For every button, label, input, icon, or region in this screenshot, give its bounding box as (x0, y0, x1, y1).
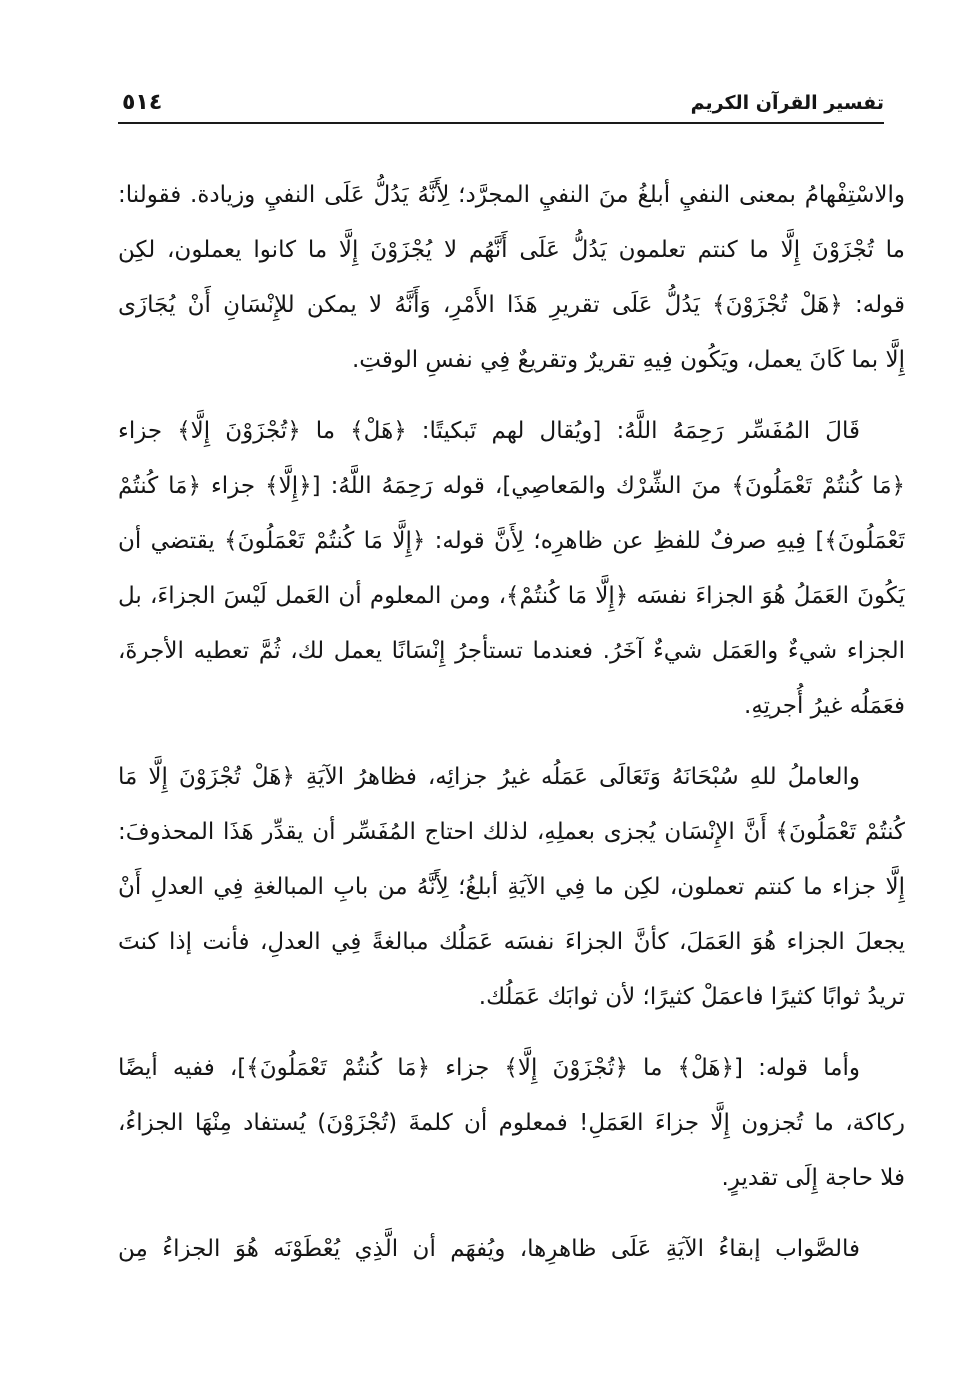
page-header (118, 88, 884, 122)
paragraph (118, 1041, 905, 1206)
text-line: يَكُونَ العَمَلُ هُوَ الجزاءَ نفسَه ﴿إِلَّا مَا كُنتُمْ﴾، ومن المعلوم أن العَمل لَيْسَ الجزاءَ، بل (118, 583, 905, 609)
text-line: إِلَّا جزاء ما كنتم تعملون، لكِن ما فِي الآيَةِ أبلغُ؛ لِأَنَّهُ من بابِ المبالغةِ فِي العدلِ أَنْ (118, 874, 905, 900)
text-line: فعَمَلُه غيرُ أُجرتِهِ. (744, 693, 905, 719)
paragraph (118, 1222, 905, 1277)
book-title: تفسير القرآن الكريم (690, 92, 884, 114)
text-line: والعاملُ للهِ سُبْحَانَهُ وَتَعَالَى عَمَلُه غيرُ جزائِه، فظاهرُ الآيَةِ ﴿هَلْ تُجْزَوْنَ إِلَّا مَا (118, 764, 860, 790)
text-line: قوله: ﴿هَلْ تُجْزَوْنَ﴾ يَدُلُّ عَلَى تقريرِ هَذَا الأَمْرِ، وَأَنَّهُ لا يمكن للإِنْسَانِ أَنْ يُجَازَى (118, 292, 905, 318)
paragraph (118, 168, 905, 388)
text-line: إِلَّا بما كَانَ يعمل، ويَكُون فِيهِ تقريرٌ وتقريعٌ فِي نفسِ الوقتِ. (351, 347, 905, 373)
header-rule (118, 122, 884, 124)
text-line: تريدُ ثوابًا كثيرًا فاعمَلْ كثيرًا؛ لأن ثوابَك عَمَلُك. (478, 984, 905, 1010)
text-line: ﴿مَا كُنتُمْ تَعْمَلُونَ﴾ منَ الشِّرْك والمَعاصِي]، قوله رَحِمَهُ اللَّهُ: [﴿إِلَّا﴾ جزاء ﴿مَا كُنتُمْ (118, 473, 905, 499)
page-number: ٥١٤ (122, 90, 163, 115)
text-line: فالصَّواب إبقاءُ الآيَةِ عَلَى ظاهرِها، ويُفهَم أن الَّذِي يُعْطَوْنَه هُوَ الجزاءُ مِن (118, 1236, 860, 1262)
text-line: والاسْتِفْهامُ بمعنى النفيِ أبلغُ منَ النفيِ المجرَّد؛ لِأَنَّهُ يَدُلُّ عَلَى النفيِ وزيادة. فقولنا: (118, 182, 905, 208)
text-line: ما تُجْزَوْنَ إِلَّا ما كنتم تعلمون يَدُلُّ عَلَى أَنَّهُم لا يُجْزَوْنَ إِلَّا ما كانوا يعملون، لكِن (118, 237, 905, 263)
body-text (118, 168, 905, 1293)
text-line: الجزاء شيءٌ والعَمَل شيءٌ آخَرُ. فعندما تستأجرُ إِنْسَانًا يعمل لك، ثُمَّ تعطيه الأجرةَ، (118, 638, 905, 664)
text-line: تَعْمَلُونَ﴾] فِيهِ صرفٌ للفظِ عن ظاهرِه؛ لِأَنَّ قوله: ﴿إِلَّا مَا كُنتُمْ تَعْمَلُونَ﴾ يقتضي أن (118, 528, 905, 554)
text-line: وأما قوله: [﴿هَلْ﴾ ما ﴿تُجْزَوْنَ إِلَّا﴾ جزاء ﴿مَا كُنتُمْ تَعْمَلُونَ﴾]، ففيه أيضًا (118, 1055, 860, 1081)
text-line: فلا حاجة إِلَى تقديرٍ. (721, 1165, 905, 1191)
text-line: كُنتُمْ تَعْمَلُونَ﴾ أَنَّ الإِنْسَان يُجزى بعملِهِ، لذلك احتاج المُفَسِّر أن يقدِّر هَذَا المحذوفَ: (118, 819, 905, 845)
text-line: يجعلَ الجزاء هُوَ العَمَلَ، كأنَّ الجزاءَ نفسَه عَمَلُك مبالغةً فِي العدلِ، فأنت إذا كنتَ (118, 929, 905, 955)
text-line: قَالَ المُفَسِّر رَحِمَهُ اللَّهُ: [ويُقال لهم تَبكيتًا: ﴿هَلْ﴾ ما ﴿تُجْزَوْنَ إِلَّا﴾ جزاء (118, 418, 860, 444)
paragraph (118, 750, 905, 1025)
paragraph (118, 404, 905, 734)
text-line: ركاكة، ما تُجزون إِلَّا جزاءَ العَمَلِ! فمعلوم أن كلمةَ (تُجْزَوْنَ) يُستفاد مِنْهَا الجزاءُ، (118, 1110, 905, 1136)
